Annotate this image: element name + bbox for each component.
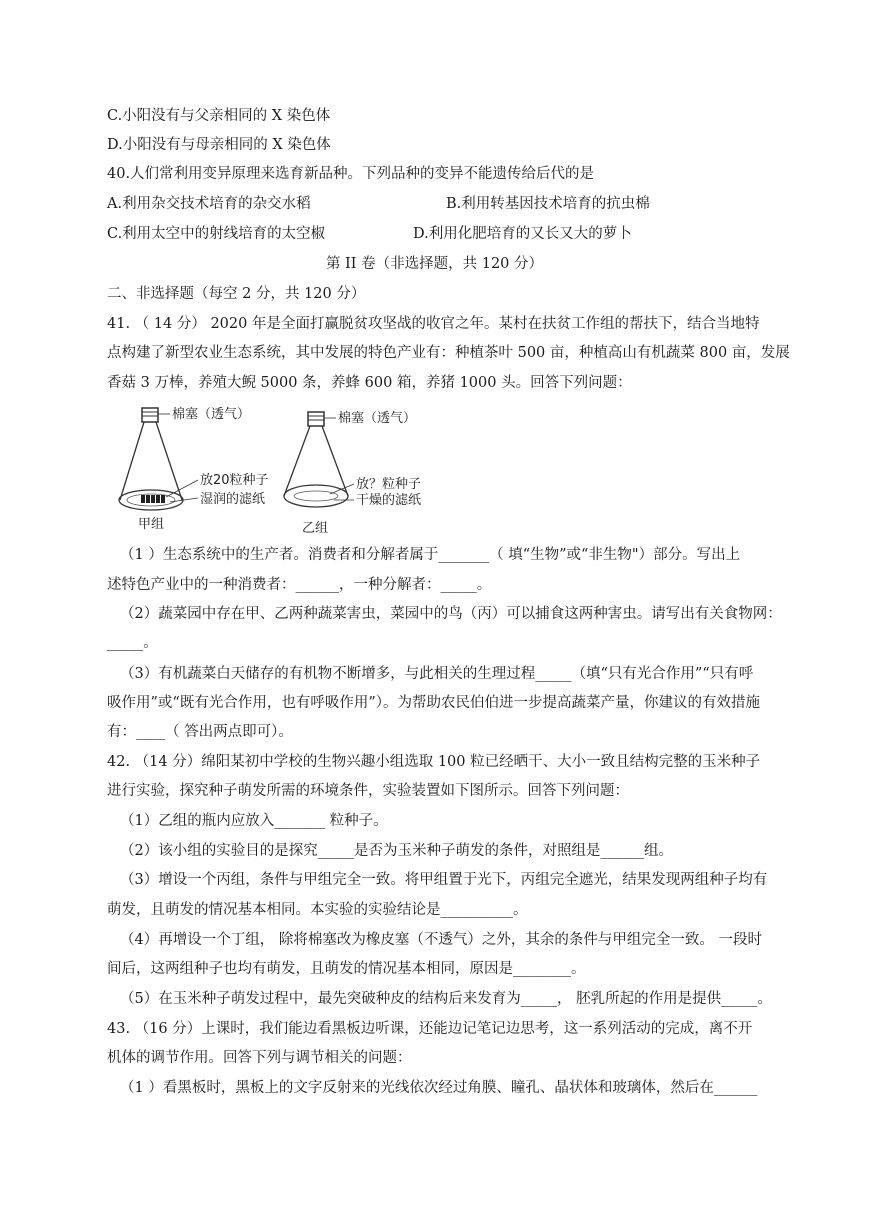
q39-option-d: D.小阳没有与母亲相同的 X 染色体 — [107, 137, 331, 153]
q41-part-2-line-1: （2）蔬菜园中存在甲、乙两种蔬菜害虫，菜园中的鸟（丙）可以捕食这两种害虫。请写出有关食物网： — [120, 606, 782, 622]
section-heading: 二、非选择题（每空 2 分，共 120 分） — [107, 286, 366, 302]
seed-germination-figure — [108, 400, 468, 540]
q42-part-4-line-1: （4）再增设一个丁组， 除将棉塞改为橡皮塞（不透气）之外，其余的条件与甲组完全一致。 一段时 — [120, 932, 762, 948]
q42-part-1: （1）乙组的瓶内应放入_______ 粒种子。 — [120, 813, 388, 829]
q41-stem-line-3: 香菇 3 万棒，养殖大鲵 5000 条，养蜂 600 箱，养猪 1000 头。回答下列问题： — [107, 375, 632, 391]
q42-part-3-line-1: （3）增设一个丙组，条件与甲组完全一致。将甲组置于光下，丙组完全遮光，结果发现两组种子均有 — [120, 872, 768, 888]
jia-seeds-label: 放20粒种子 — [200, 473, 269, 488]
q42-stem-line-2: 进行实验，探究种子萌发所需的环境条件，实验装置如下图所示。回答下列问题： — [107, 783, 629, 799]
q42-part-2: （2）该小组的实验目的是探究_____是否为玉米种子萌发的条件，对照组是______组。 — [120, 843, 673, 859]
q43-stem-line-2: 机体的调节作用。回答下列与调节相关的问题： — [107, 1050, 412, 1066]
q41-part-2-line-2: _____。 — [107, 635, 158, 651]
yi-paper-label: 干燥的滤纸 — [356, 493, 422, 508]
q43-stem-line-1: 43. （16 分）上课时，我们能边看黑板边听课，还能边记笔记边思考，这一系列活动的完成，离不开 — [107, 1021, 753, 1037]
q41-stem-line-2: 点构建了新型农业生态系统，其中发展的特色产业有：种植茶叶 500 亩，种植高山有机蔬菜 800 亩，发展 — [107, 345, 790, 361]
q39-option-c: C.小阳没有与父亲相同的 X 染色体 — [107, 108, 331, 124]
seed-germination-diagram — [108, 400, 468, 540]
q41-part-3-line-3: 有：____（ 答出两点即可）。 — [107, 724, 293, 740]
q41-part-1-line-2: 述特色产业中的一种消费者：______，一种分解者：_____。 — [107, 577, 492, 593]
yi-stopper-label: 棉塞（透气） — [338, 411, 417, 426]
q40-stem: 40.人们常利用变异原理来选育新品种。下列品种的变异不能遗传给后代的是 — [107, 166, 595, 182]
q40-option-d: D.利用化肥培育的又长又大的萝卜 — [413, 226, 632, 242]
q42-part-3-line-2: 萌发，且萌发的情况基本相同。本实验的实验结论是__________。 — [107, 902, 528, 918]
q41-part-3-line-1: （3）有机蔬菜白天储存的有机物不断增多，与此相关的生理过程_____（填“只有光合作用”“只有呼 — [120, 666, 754, 682]
jia-paper-label: 湿润的滤纸 — [200, 492, 266, 507]
q42-part-5: （5）在玉米种子萌发过程中，最先突破种皮的结构后来发育为_____， 胚乳所起的作用是提供_____。 — [120, 991, 772, 1007]
q41-part-1-line-1: （1 ）生态系统中的生产者。消费者和分解者属于_______（ 填“生物”或“非生物"）部分。写出上 — [120, 547, 741, 563]
q41-stem-line-1: 41. （ 14 分） 2020 年是全面打赢脱贫攻坚战的收官之年。某村在扶贫工作组的帮扶下，结合当地特 — [107, 316, 760, 332]
yi-seeds-label: 放？粒种子 — [356, 477, 422, 492]
yi-group-label: 乙组 — [302, 521, 329, 536]
section-title: 第 II 卷（非选择题，共 120 分） — [325, 256, 544, 272]
yi-flask — [284, 412, 354, 507]
q40-option-c: C.利用太空中的射线培育的太空椒 — [107, 226, 326, 242]
q42-stem-line-1: 42. （14 分）绵阳某初中学校的生物兴趣小组选取 100 粒已经晒干、大小一致且结构完整的玉米种子 — [107, 754, 761, 770]
q40-option-a: A.利用杂交技术培育的杂交水稻 — [107, 196, 311, 212]
jia-seeds — [141, 495, 165, 503]
q41-part-3-line-2: 吸作用”或“既有光合作用，也有呼吸作用”）。为帮助农民伯伯进一步提高蔬菜产量，你建议的有效措施 — [107, 695, 760, 711]
jia-group-label: 甲组 — [138, 517, 165, 532]
jia-stopper-label: 棉塞（透气） — [172, 407, 251, 422]
q40-option-b: B.利用转基因技术培育的抗虫棉 — [446, 196, 650, 212]
jia-flask — [119, 408, 198, 510]
q42-part-4-line-2: 间后，这两组种子也均有萌发，且萌发的情况基本相同，原因是________。 — [107, 961, 586, 977]
q43-part-1: （1 ）看黑板时，黑板上的文字反射来的光线依次经过角膜、瞳孔、晶状体和玻璃体，然后在______ — [120, 1080, 758, 1096]
